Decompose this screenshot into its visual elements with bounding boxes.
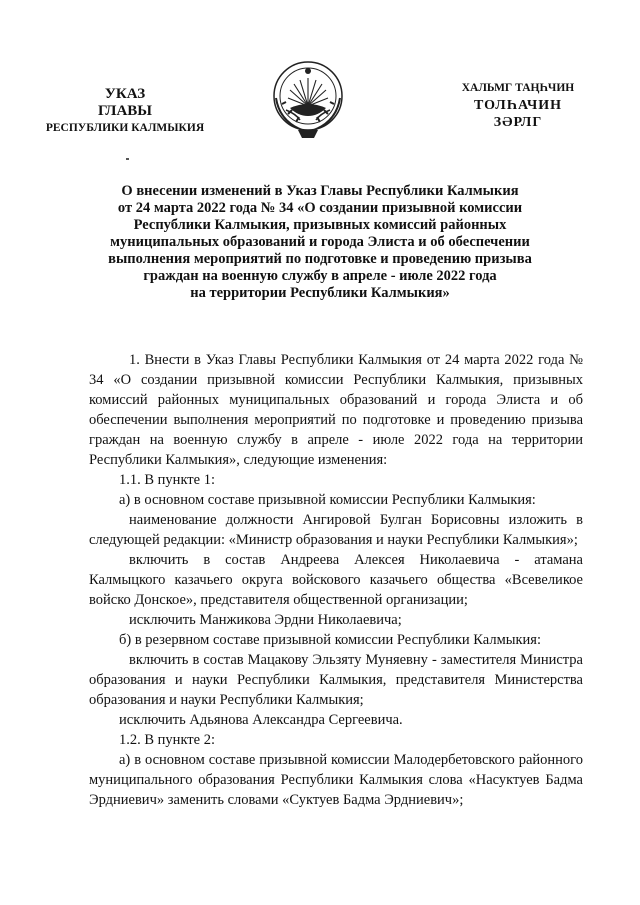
paragraph-include-andreev: включить в состав Андреева Алексея Николаевича - атамана Калмыцкого казачьего округа войскового казачьего общества «Всевеликое войско Донское», представителя общественной организации; — [89, 552, 583, 608]
header-right — [433, 80, 603, 131]
header-right-line-1: ХАЛЬМГ ТАҢҺЧИН — [461, 82, 575, 94]
header-right-line-2: ТОЛҺАЧИН — [473, 98, 563, 113]
paragraph-main-composition: а) в основном составе призывной комиссии Республики Калмыкия: — [119, 492, 536, 508]
title-line: граждан на военную службу в апреле - июле 2022 года — [143, 268, 497, 284]
paragraph-exclude-manzhikov: исключить Манжикова Эрдни Николаевича; — [129, 612, 402, 628]
kalmykia-coat-of-arms-icon — [272, 58, 344, 140]
title-line: Республики Калмыкия, призывных комиссий районных — [133, 217, 507, 233]
paragraph-subitem-1-1: 1.1. В пункте 1: — [119, 472, 215, 488]
header-left — [40, 86, 210, 137]
paragraph-reserve-composition: б) в резервном составе призывной комиссии Республики Калмыкия: — [119, 632, 541, 648]
title-line: О внесении изменений в Указ Главы Республики Калмыкия — [121, 183, 519, 199]
paragraph-rename-position: наименование должности Ангировой Булган Борисовны изложить в следующей редакции: «Министр образования и науки Республики Калмыкия»; — [89, 512, 583, 548]
paragraph-include-matsakova: включить в состав Мацакову Эльзяту Муняевну - заместителя Министра образования и науки Республики Калмыкия, представителя Министерства образования и науки Республики Калмыкия; — [89, 652, 583, 708]
title-line: выполнения мероприятий по подготовке и проведению призыва — [108, 251, 532, 267]
decree-body — [89, 350, 583, 810]
title-line: на территории Республики Калмыкия» — [190, 285, 450, 301]
decree-title — [88, 183, 552, 302]
paragraph-item-1: 1. Внести в Указ Главы Республики Калмыкия от 24 марта 2022 года № 34 «О создании призывной комиссии Республики Калмыкия, призывных комиссий районных муниципальных образований и города Элиста и об обеспечении выполнения мероприятий по подготовке и проведению призыва граждан на военную службу в апреле - июле 2022 года на территории Республики Калмыкия», следующие изменения: — [89, 352, 583, 468]
header-left-line-3: РЕСПУБЛИКИ КАЛМЫКИЯ — [45, 122, 205, 134]
title-line: от 24 марта 2022 года № 34 «О создании призывной комиссии — [117, 200, 523, 216]
paragraph-subitem-1-2: 1.2. В пункте 2: — [119, 732, 215, 748]
title-line: муниципальных образований и города Элиста и об обеспечении — [110, 234, 530, 250]
header-left-line-1: УКАЗ — [104, 86, 146, 102]
paragraph-exclude-adyanov: исключить Адьянова Александра Сергеевича. — [119, 712, 403, 728]
paragraph-maloderbetovsky: а) в основном составе призывной комиссии Малодербетовского районного муниципального образования Республики Калмыкия слова «Насуктуев Бадма Эрдниевич» заменить словами «Суктуев Бадма Эрдниевич»; — [89, 752, 583, 808]
header-right-line-3: ЗӘРЛГ — [493, 115, 543, 130]
scan-speck — [126, 158, 129, 160]
header-left-line-2: ГЛАВЫ — [97, 103, 153, 119]
